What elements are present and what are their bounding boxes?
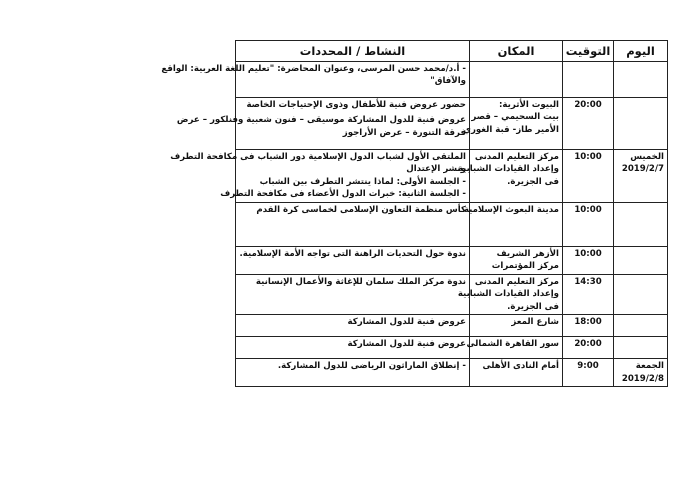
- time-cell: 10:00: [563, 246, 614, 274]
- activity-cell: [236, 359, 470, 387]
- place-cell: [463, 98, 563, 150]
- activity-line: - الجلسة الأولى: لماذا ينتشر التطرف بين الشباب: [259, 176, 466, 187]
- activity-line: عروض فنية للدول المشاركة موسيقى – فنون شعبية وفنلكور – عرض: [176, 115, 466, 126]
- place-line: مركز المؤتمرات: [491, 261, 559, 272]
- activity-line: ندوة حول التحديات الراهنة التى تواجه الأمة الإسلامية.: [239, 248, 466, 259]
- activity-cell: [236, 337, 470, 359]
- activity-line: ندوة مركز الملك سلمان للإغاثة والأعمال الإنسانية: [255, 276, 466, 287]
- place-cell: [470, 315, 563, 337]
- place-cell: [470, 246, 563, 274]
- time-cell: 14:30: [563, 274, 614, 314]
- day-cell: [614, 246, 668, 274]
- day-date: 2019/2/7: [621, 164, 664, 175]
- place-cell: [466, 337, 563, 359]
- place-line: الأزهر الشريف: [496, 248, 559, 259]
- activity-line: - الجلسة الثانية: خبرات الدول الأعضاء فى مكافحة التطرف: [220, 189, 466, 200]
- activity-cell: [236, 315, 470, 337]
- schedule-table: [161, 40, 668, 387]
- place-cell: [470, 359, 563, 387]
- time-cell: 20:00: [563, 98, 614, 150]
- day-name: الخميس: [630, 152, 664, 162]
- time-cell: [563, 62, 614, 98]
- activity-cell: [170, 150, 470, 203]
- day-name: الجمعة: [635, 361, 664, 372]
- place-cell: [470, 62, 563, 98]
- day-cell: [614, 98, 668, 150]
- table-row: [236, 202, 668, 246]
- table-row: [236, 359, 668, 387]
- day-cell: [614, 274, 668, 314]
- place-line: الأمير طاز- قبة الغوري: [463, 124, 559, 135]
- header-day: اليوم: [614, 41, 668, 62]
- place-line: البيوت الأثرية:: [499, 100, 559, 110]
- activity-cell: [176, 98, 470, 150]
- activity-line: - أ.د/محمد حسن المرسى، وعنوان المحاضرة: "تعليم اللغة العربية: الواقع: [161, 64, 466, 74]
- header-activity: النشاط / المحددات: [236, 41, 470, 62]
- table-row: [236, 274, 668, 314]
- activity-line: عروض فنية للدول المشاركة: [347, 339, 466, 350]
- activity-cell: [236, 274, 470, 314]
- activity-line: الملتقى الأول لشباب الدول الإسلامية دور الشباب فى مكافحة التطرف: [170, 152, 466, 162]
- time-cell: 9:00: [563, 359, 614, 387]
- day-cell: [614, 359, 668, 387]
- place-line: شارع المعز: [511, 317, 559, 328]
- time-cell: 18:00: [563, 315, 614, 337]
- time-cell: 20:00: [563, 337, 614, 359]
- day-date: 2019/2/8: [621, 373, 664, 384]
- table-row: [236, 62, 668, 98]
- place-cell: [457, 150, 563, 203]
- activity-line: حضور عروض فنية للأطفال وذوى الإحتياجات الخاصة: [246, 100, 466, 110]
- table-row: [236, 337, 668, 359]
- day-cell: [614, 337, 668, 359]
- place-cell: [463, 202, 563, 246]
- place-line: مركز التعليم المدنى: [474, 152, 559, 162]
- table-row: [236, 150, 668, 203]
- activity-line: والآفاق": [430, 76, 466, 87]
- table-row: [236, 315, 668, 337]
- activity-cell: [236, 246, 470, 274]
- activity-cell: [236, 202, 470, 246]
- day-cell: [614, 150, 668, 203]
- activity-line: ونشر الإعتدال: [406, 164, 466, 175]
- place-line: مدينة البعوث الإسلامية: [463, 204, 559, 215]
- table-row: [236, 246, 668, 274]
- place-line: فى الجزيرة.: [507, 176, 559, 187]
- activity-line: كأس منظمة التعاون الإسلامى لخماسى كرة القدم: [256, 204, 466, 215]
- time-cell: 10:00: [563, 202, 614, 246]
- place-line: وإعداد القيادات الشبابية: [457, 164, 559, 175]
- place-line: بيت السحيمي – قصر: [471, 112, 559, 123]
- header-row: [236, 41, 668, 62]
- place-line: سور القاهرة الشمالى: [466, 339, 559, 350]
- activity-line: فرقة التنورة – عرض الأراجوز: [342, 127, 466, 138]
- activity-line: عروض فنية للدول المشاركة: [347, 317, 466, 328]
- place-line: فى الجزيرة.: [507, 301, 559, 312]
- header-time: التوقيت: [563, 41, 614, 62]
- day-cell: [614, 315, 668, 337]
- time-cell: 10:00: [563, 150, 614, 203]
- place-cell: [457, 274, 563, 314]
- table-row: [236, 98, 668, 150]
- day-cell: [614, 202, 668, 246]
- header-place: المكان: [470, 41, 563, 62]
- activity-line: - إنطلاق الماراثون الرياضى للدول المشاركة.: [277, 361, 466, 372]
- place-line: وإعداد القيادات الشبابية: [457, 289, 559, 300]
- activity-cell: [161, 62, 470, 98]
- place-line: مركز التعليم المدنى: [474, 276, 559, 287]
- place-line: أمام النادى الأهلى: [482, 361, 559, 372]
- day-cell: [614, 62, 668, 98]
